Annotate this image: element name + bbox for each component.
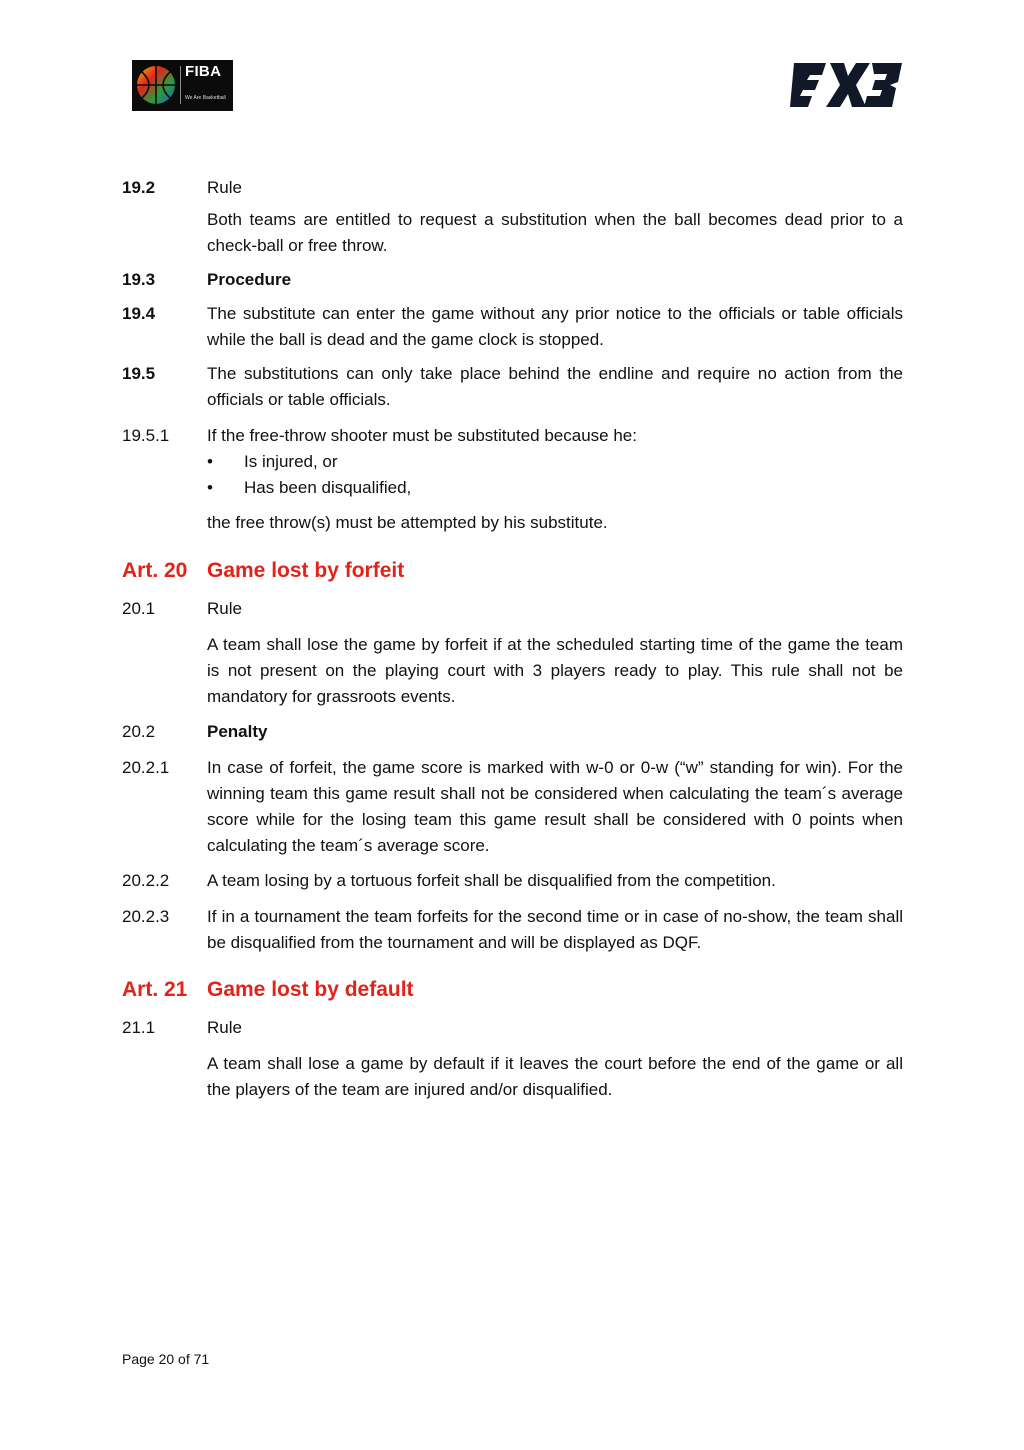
- logo-divider: [180, 66, 181, 104]
- article-number: Art. 21: [122, 978, 188, 1001]
- section-title: Rule: [207, 1018, 242, 1037]
- 3x3-logo-mark: [790, 60, 902, 110]
- paragraph: The substitutions can only take place behind the endline and require no action from the officials or table officials.: [207, 364, 903, 409]
- paragraph: The substitute can enter the game without any prior notice to the officials or table officials while the ball is dead and the game clock is stopped.: [207, 304, 903, 349]
- section-number: 19.4: [122, 304, 156, 323]
- paragraph: Both teams are entitled to request a substitution when the ball becomes dead prior to a check-ball or free throw.: [207, 210, 903, 255]
- article-title: Game lost by forfeit: [207, 559, 405, 582]
- section-number: 20.2.3: [122, 907, 170, 926]
- basketball-icon: [135, 64, 177, 106]
- bullet-icon: •: [207, 478, 213, 497]
- section-number: 20.1: [122, 599, 156, 618]
- article-number: Art. 20: [122, 559, 188, 582]
- fiba-logo: [132, 60, 233, 111]
- paragraph: A team shall lose a game by default if it leaves the court before the end of the game or all the players of the team are injured and/or disqualified.: [207, 1054, 903, 1099]
- section-title: Procedure: [207, 270, 292, 289]
- paragraph: A team shall lose the game by forfeit if at the scheduled starting time of the game the team is not present on the playing court with 3 players ready to play. This rule shall not be mandatory for grassroots events.: [207, 635, 903, 706]
- paragraph: If in a tournament the team forfeits for the second time or in case of no-show, the team shall be disqualified from the tournament and will be displayed as DQF.: [207, 907, 903, 952]
- section-number: 19.2: [122, 178, 156, 197]
- paragraph: the free throw(s) must be attempted by his substitute.: [207, 513, 608, 532]
- section-title: Rule: [207, 178, 242, 197]
- paragraph: A team losing by a tortuous forfeit shall be disqualified from the competition.: [207, 871, 776, 890]
- article-title: Game lost by default: [207, 978, 414, 1001]
- section-number: 20.2.2: [122, 871, 170, 890]
- section-number: 19.5.1: [122, 426, 170, 445]
- section-title: Penalty: [207, 722, 268, 741]
- section-number: 19.5: [122, 364, 156, 383]
- section-number: 21.1: [122, 1018, 156, 1037]
- fiba-tagline: We Are Basketball: [185, 95, 226, 101]
- 3x3-logo: [790, 60, 902, 110]
- section-number: 19.3: [122, 270, 156, 289]
- fiba-brand-text: FIBA: [185, 63, 222, 80]
- paragraph: In case of forfeit, the game score is marked with w-0 or 0-w (“w” standing for win). For the winning team this game result shall not be considered when calculating the team´s average score while for the losing team this game result shall be considered with 0 points when calculating the team´s average score.: [207, 758, 903, 855]
- page-number: Page 20 of 71: [122, 1351, 210, 1367]
- section-title: Rule: [207, 599, 242, 618]
- bullet-icon: •: [207, 452, 213, 471]
- section-number: 20.2.1: [122, 758, 170, 777]
- list-item-text: Has been disqualified,: [244, 478, 412, 497]
- list-item-text: Is injured, or: [244, 452, 338, 471]
- paragraph: If the free-throw shooter must be substituted because he:: [207, 426, 637, 445]
- section-number: 20.2: [122, 722, 156, 741]
